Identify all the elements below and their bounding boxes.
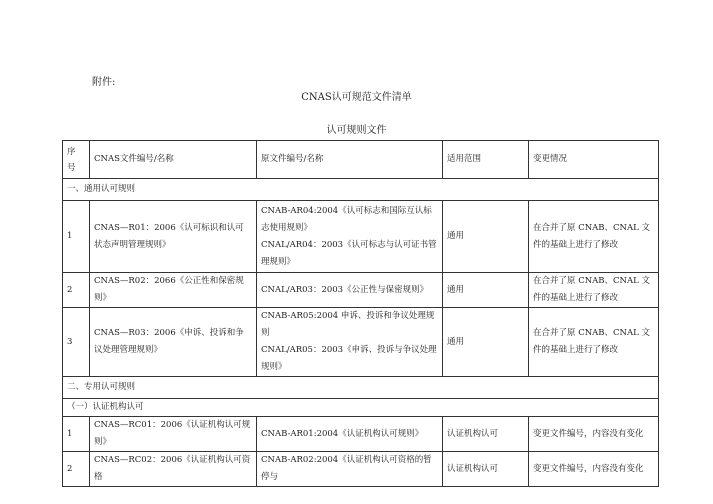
cell-orig: CNAL/AR03：2003《公正性与保密规则》 xyxy=(257,273,443,308)
cell-change: 在合并了原 CNAB、CNAL 文件的基础上进行了修改 xyxy=(529,273,659,308)
table-row xyxy=(63,417,659,452)
group-general: 一、通用认可规则 xyxy=(63,179,659,201)
cell-seq: 1 xyxy=(63,201,90,273)
cell-orig xyxy=(257,308,443,377)
cell-cnas: CNAS—R01：2006《认可标识和认可状态声明管理规则》 xyxy=(90,201,257,273)
cell-scope: 通用 xyxy=(443,308,529,377)
cell-change: 变更文件编号，内容没有变化 xyxy=(529,417,659,452)
table-row xyxy=(63,201,659,273)
cell-scope: 通用 xyxy=(443,201,529,273)
cell-cnas: CNAS—R02：2066《公正性和保密规则》 xyxy=(90,273,257,308)
cell-orig: CNAB-AR02:2004《认证机构认可资格的暂停与 xyxy=(257,452,443,487)
cell-seq: 2 xyxy=(63,452,90,487)
cell-cnas: CNAS—R03：2006《申诉、投诉和争议处理管理规则》 xyxy=(90,308,257,377)
cell-cnas: CNAS—RC01：2006《认证机构认可规则》 xyxy=(90,417,257,452)
table-row xyxy=(63,452,659,487)
cell-orig-line: CNAL/AR04：2003《认可标志与认可证书管理规则》 xyxy=(261,239,437,267)
subgroup-row xyxy=(63,399,659,417)
table-row xyxy=(63,273,659,308)
cell-change: 在合并了原 CNAB、CNAL 文件的基础上进行了修改 xyxy=(529,308,659,377)
group-specific: 二、专用认可规则 xyxy=(63,377,659,399)
header-cnas: CNAS文件编号/名称 xyxy=(90,141,257,179)
header-seq: 序号 xyxy=(63,141,90,179)
group-row xyxy=(63,179,659,201)
cell-cnas: CNAS—RC02：2006《认证机构认可资格 xyxy=(90,452,257,487)
document-title: CNAS认可规范文件清单 xyxy=(301,92,412,103)
header-change: 变更情况 xyxy=(529,141,659,179)
cell-orig-line: CNAB-AR05:2004 申诉、投诉和争议处理规则 xyxy=(261,311,435,338)
attachment-label: 附件: xyxy=(92,77,116,88)
subgroup-certification: （一）认证机构认可 xyxy=(63,399,659,417)
cell-orig-line: CNAL/AR05：2003《申诉、投诉与争议处理规则》 xyxy=(261,345,437,372)
cell-scope: 认证机构认可 xyxy=(443,452,529,487)
header-orig: 原文件编号/名称 xyxy=(257,141,443,179)
header-scope: 适用范围 xyxy=(443,141,529,179)
cell-change: 在合并了原 CNAB、CNAL 文件的基础上进行了修改 xyxy=(529,201,659,273)
table-row xyxy=(63,308,659,377)
cell-scope: 通用 xyxy=(443,273,529,308)
rules-table xyxy=(62,140,659,487)
cell-seq: 1 xyxy=(63,417,90,452)
cell-seq: 3 xyxy=(63,308,90,377)
section-title: 认可规则文件 xyxy=(326,125,387,136)
cell-orig-line: CNAB-AR04:2004《认可标志和国际互认标志使用规则》 xyxy=(261,205,432,233)
cell-change: 变更文件编号，内容没有变化 xyxy=(529,452,659,487)
cell-seq: 2 xyxy=(63,273,90,308)
table-header-row xyxy=(63,141,659,179)
cell-orig xyxy=(257,201,443,273)
cell-scope: 认证机构认可 xyxy=(443,417,529,452)
cell-orig: CNAB-AR01:2004《认证机构认可规则》 xyxy=(257,417,443,452)
group-row xyxy=(63,377,659,399)
